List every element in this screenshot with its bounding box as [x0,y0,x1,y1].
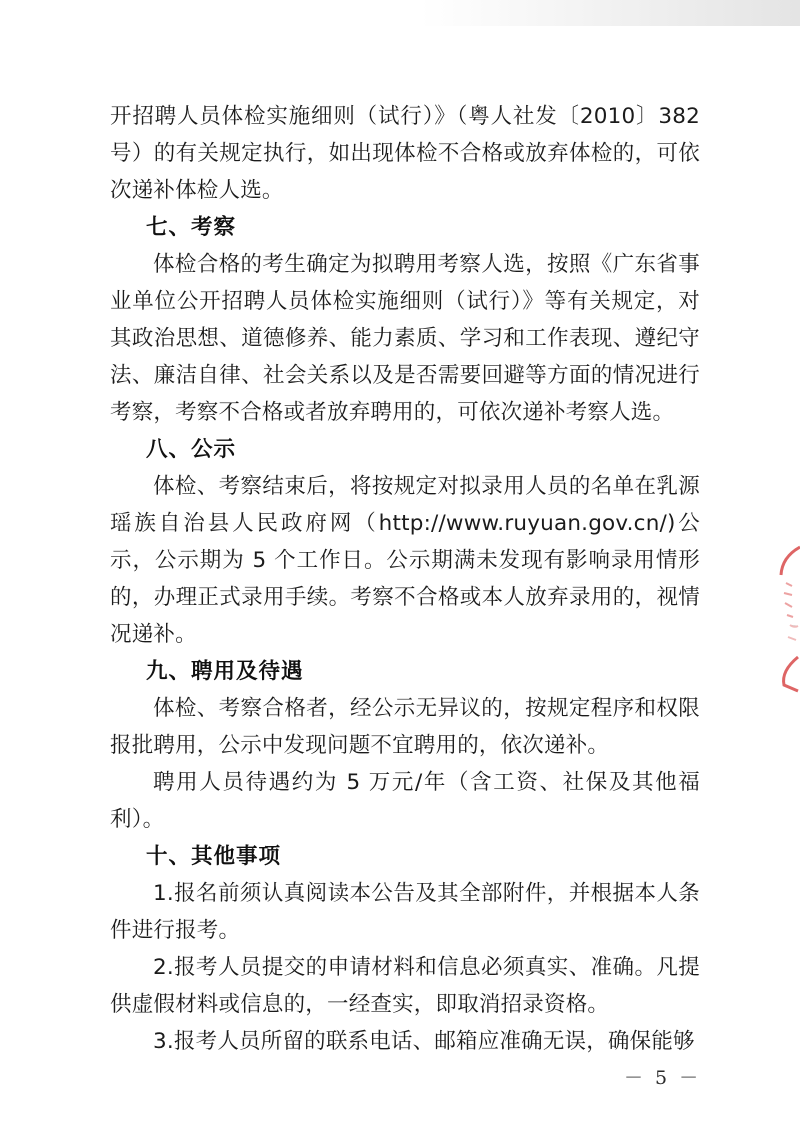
paragraph-other-1: 1.报名前须认真阅读本公告及其全部附件，并根据本人条件进行报考。 [110,881,700,943]
scan-shade [420,0,800,26]
heading-publicity: 八、公示 [146,437,237,462]
paragraph-other-2: 2.报考人员提交的申请材料和信息必须真实、准确。凡提供虚假材料或信息的，一经查实，即取消招录资格。 [110,955,700,1017]
page-number: － 5 － [624,1067,702,1089]
paragraph-other-3: 3.报考人员所留的联系电话、邮箱应准确无误，确保能够 [153,1029,695,1054]
paragraph-intro: 开招聘人员体检实施细则（试行）》（粤人社发〔2010〕382号）的有关规定执行，如出现体检不合格或放弃体检的，可依次递补体检人选。 [110,104,700,203]
paragraph-employment-salary: 聘用人员待遇约为 5 万元/年（含工资、社保及其他福利）。 [110,770,700,832]
official-seal-fragment [778,545,800,695]
heading-inspection: 七、考察 [146,215,237,240]
heading-employment: 九、聘用及待遇 [146,659,304,684]
heading-other-matters: 十、其他事项 [146,844,282,869]
paragraph-inspection: 体检合格的考生确定为拟聘用考察人选，按照《广东省事业单位公开招聘人员体检实施细则（试行）》等有关规定，对其政治思想、道德修养、能力素质、学习和工作表现、遵纪守法、廉洁自律、社会关系以及是否需要回避等方面的情况进行考察，考察不合格或者放弃聘用的，可依次递补考察人选。 [110,252,700,425]
paragraph-employment-approval: 体检、考察合格者，经公示无异议的，按规定程序和权限报批聘用，公示中发现问题不宜聘用的，依次递补。 [110,696,700,758]
paragraph-publicity: 体检、考察结束后，将按规定对拟录用人员的名单在乳源瑶族自治县人民政府网（http://www.ruyuan.gov.cn/)公示，公示期为 5 个工作日。公示期满未发现有影响录用情形的，办理正式录用手续。考察不合格或本人放弃录用的，视情况递补。 [110,474,700,647]
document-body [110,98,700,1060]
